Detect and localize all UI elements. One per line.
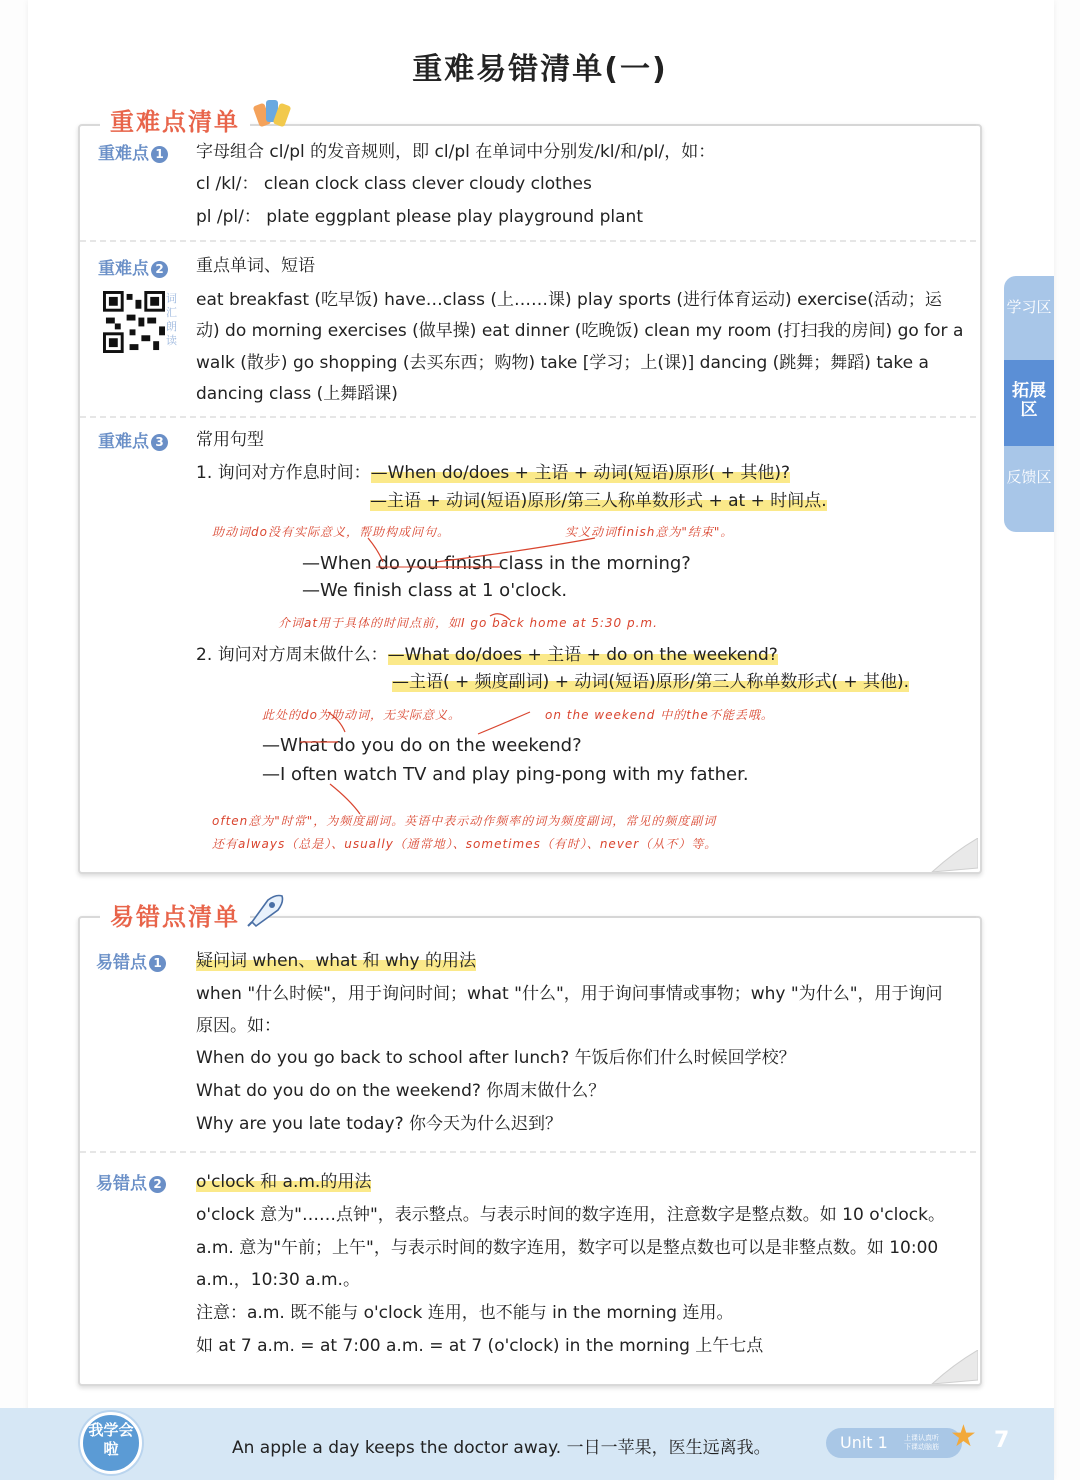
mistake2-heading: o'clock 和 a.m.的用法 — [196, 1172, 372, 1192]
mistake-point-2-label: 易错点 2 — [96, 1169, 166, 1194]
annotation-note: 此处的do为助动词，无实际意义。 — [262, 708, 461, 722]
side-tabs — [1004, 276, 1054, 532]
badge-logo: 我学会啦 — [80, 1412, 142, 1474]
mistake1-line: When do you go back to school after lunch? 午饭后你们什么时候回学校？ — [196, 1048, 796, 1068]
point2-heading: 重点单词、短语 — [196, 256, 315, 276]
q1-line: 1. 询问对方作息时间：—When do/does + 主语 + 动词(短语)原形( + 其他)? — [196, 463, 790, 483]
key-point-2-label: 重难点 2 — [98, 254, 168, 279]
page-curl-icon — [928, 1350, 978, 1384]
footer-motto: An apple a day keeps the doctor away. 一日一苹果，医生远离我。 — [232, 1438, 771, 1458]
annotation-note: 助动词do没有实际意义，帮助构成问句。 — [212, 525, 450, 539]
section-head-line — [300, 916, 976, 918]
annotation-arrows — [200, 520, 900, 840]
page-number: 7 — [994, 1428, 1010, 1453]
divider — [80, 240, 976, 242]
mistake1-heading: 疑问词 when、what 和 why 的用法 — [196, 951, 477, 971]
annotation-note: 实义动词finish意为"结束"。 — [565, 525, 734, 539]
mistake-point-1-label: 易错点 1 — [96, 948, 166, 973]
mistake2-line: a.m. 意为"午前；上午"，与表示时间的数字连用，数字可以是整点数也可以是非整点数。如 10:00 — [196, 1238, 939, 1258]
key-point-1-label: 重难点 1 — [98, 139, 168, 164]
mistake2-line: a.m.，10:30 a.m.。 — [196, 1270, 360, 1290]
mistake2-line: 如 at 7 a.m. = at 7:00 a.m. = at 7 (o'clock) in the morning 上午七点 — [196, 1336, 764, 1356]
vocab-line: dancing class (上舞蹈课) — [196, 384, 398, 404]
mistake1-line: What do you do on the weekend? 你周末做什么？ — [196, 1081, 606, 1101]
page-curl-icon — [928, 838, 978, 872]
cards-deco-icon — [252, 96, 292, 132]
tab-extension-area[interactable]: 拓展区 — [1012, 381, 1046, 420]
unit-subtitle: 上课认真听 下课动脑筋 — [904, 1434, 939, 1451]
vocab-line: walk (散步) go shopping (去买东西；购物) take [学习；上(课)] dancing (跳舞；舞蹈) take a — [196, 353, 929, 373]
mistake1-line: when "什么时候"，用于询问时间；what "什么"，用于询问事情或事物；why "为什么"，用于询问 — [196, 984, 943, 1004]
tab-feedback-area[interactable]: 反馈区 — [1006, 468, 1052, 486]
example-answer: —I often watch TV and play ping-pong with my father. — [262, 764, 749, 785]
unit-label: Unit 1 — [840, 1433, 888, 1452]
section-head-line — [300, 124, 976, 126]
annotation-note: 还有always（总是）、usually（通常地）、sometimes（有时）、never（从不）等。 — [212, 837, 718, 851]
mistake2-line: 注意：a.m. 既不能与 o'clock 连用，也不能与 in the morning 连用。 — [196, 1303, 734, 1323]
divider — [80, 1151, 976, 1153]
annotation-note: on the weekend 中的the不能丢哦。 — [545, 708, 774, 722]
section-heading-key-points: 重难点清单 — [100, 102, 250, 137]
vocab-line: eat breakfast (吃早饭) have…class (上……课) play sports (进行体育运动) exercise(活动；运 — [196, 290, 942, 310]
section-heading-mistakes: 易错点清单 — [100, 897, 250, 932]
point1-line: pl /pl/： plate eggplant please play playground plant — [196, 207, 643, 227]
vocab-line: 动) do morning exercises (做早操) eat dinner (吃晚饭) clean my room (打扫我的房间) go for a — [196, 321, 964, 341]
example-question: —What do you do on the weekend? — [262, 735, 582, 756]
annotation-note: often意为"时常"，为频度副词。英语中表示动作频率的词为频度副词，常见的频度副词 — [212, 814, 717, 828]
qr-side-label: 词汇朗读 — [166, 292, 177, 347]
star-mascot-icon: ★ — [950, 1419, 977, 1454]
rocket-icon — [246, 892, 286, 928]
point1-line: 字母组合 cl/pl 的发音规则，即 cl/pl 在单词中分别发/kl/和/pl/，如： — [196, 142, 716, 162]
q1-pattern: —When do/does + 主语 + 动词(短语)原形( + 其他)? — [370, 463, 790, 483]
q2-answer: —主语( + 频度副词) + 动词(短语)原形/第三人称单数形式( + 其他). — [392, 672, 910, 692]
mistake1-line: Why are you late today? 你今天为什么迟到？ — [196, 1114, 563, 1134]
example-question: —When do you finish class in the morning? — [302, 553, 691, 574]
point1-line: cl /kl/： clean clock class clever cloudy clothes — [196, 174, 592, 194]
q2-pattern: —What do/does + 主语 + do on the weekend? — [387, 645, 778, 665]
q2-line: 2. 询问对方周末做什么：—What do/does + 主语 + do on the weekend? — [196, 645, 778, 665]
key-point-3-label: 重难点 3 — [98, 427, 168, 452]
q1-answer: —主语 + 动词(短语)原形/第三人称单数形式 + at + 时间点. — [370, 491, 827, 511]
annotation-note: 介词at用于具体的时间点前，如I go back home at 5:30 p.m. — [278, 616, 658, 630]
page-title: 重难易错清单(一) — [412, 52, 668, 87]
divider — [80, 416, 976, 418]
point3-heading: 常用句型 — [196, 430, 264, 450]
qr-code-icon[interactable] — [103, 291, 165, 353]
mistake2-line: o'clock 意为"……点钟"，表示整点。与表示时间的数字连用，注意数字是整点数。如 10 o'clock。 — [196, 1205, 945, 1225]
tab-study-area[interactable]: 学习区 — [1006, 298, 1052, 316]
example-answer: —We finish class at 1 o'clock. — [302, 580, 568, 601]
mistake1-line: 原因。如： — [196, 1016, 281, 1036]
